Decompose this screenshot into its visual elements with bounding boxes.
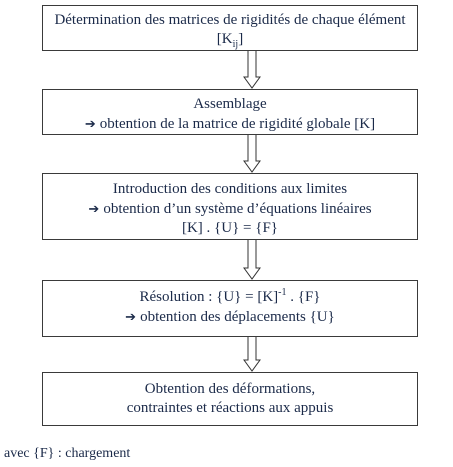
- step-box-4: [42, 280, 418, 337]
- flow-arrow-2: [244, 135, 260, 173]
- flow-arrow-1: [244, 51, 260, 89]
- step-5-line-1: Obtention des déformations,: [144, 381, 316, 397]
- right-arrow-icon: ➔: [88, 201, 100, 216]
- step-4-line-2: ➔ obtention des déplacements {U}: [125, 309, 335, 325]
- step-3-line-3: [K] . {U} = {F}: [181, 220, 278, 236]
- flow-arrow-3: [244, 240, 260, 280]
- step-box-2: [42, 89, 418, 135]
- step-1-line-2: $[K_{ij}]$: [216, 31, 244, 50]
- step-3-line-1: Introduction des conditions aux limites: [112, 181, 348, 197]
- step-3-line-2: ➔ obtention d’un système d’équations linéaires: [88, 201, 372, 217]
- step-2-line-2: ➔ obtention de la matrice de rigidité globale [K]: [84, 116, 376, 132]
- step-box-3: [42, 173, 418, 240]
- step-5-line-2: contraintes et réactions aux appuis: [126, 400, 334, 416]
- flow-arrow-4: [244, 337, 260, 372]
- right-arrow-icon: ➔: [84, 116, 96, 131]
- footnote: avec {F} : chargement: [4, 446, 131, 461]
- step-1-line-1: Détermination des matrices de rigidités de chaque élément: [54, 12, 406, 28]
- step-box-5: [42, 372, 418, 426]
- step-box-1: [42, 5, 418, 51]
- step-2-line-1: Assemblage: [193, 96, 267, 112]
- step-4-line-1: Résolution : $\{U\} = [K]^{-1}$ . {F}: [139, 287, 321, 305]
- right-arrow-icon: ➔: [125, 309, 137, 324]
